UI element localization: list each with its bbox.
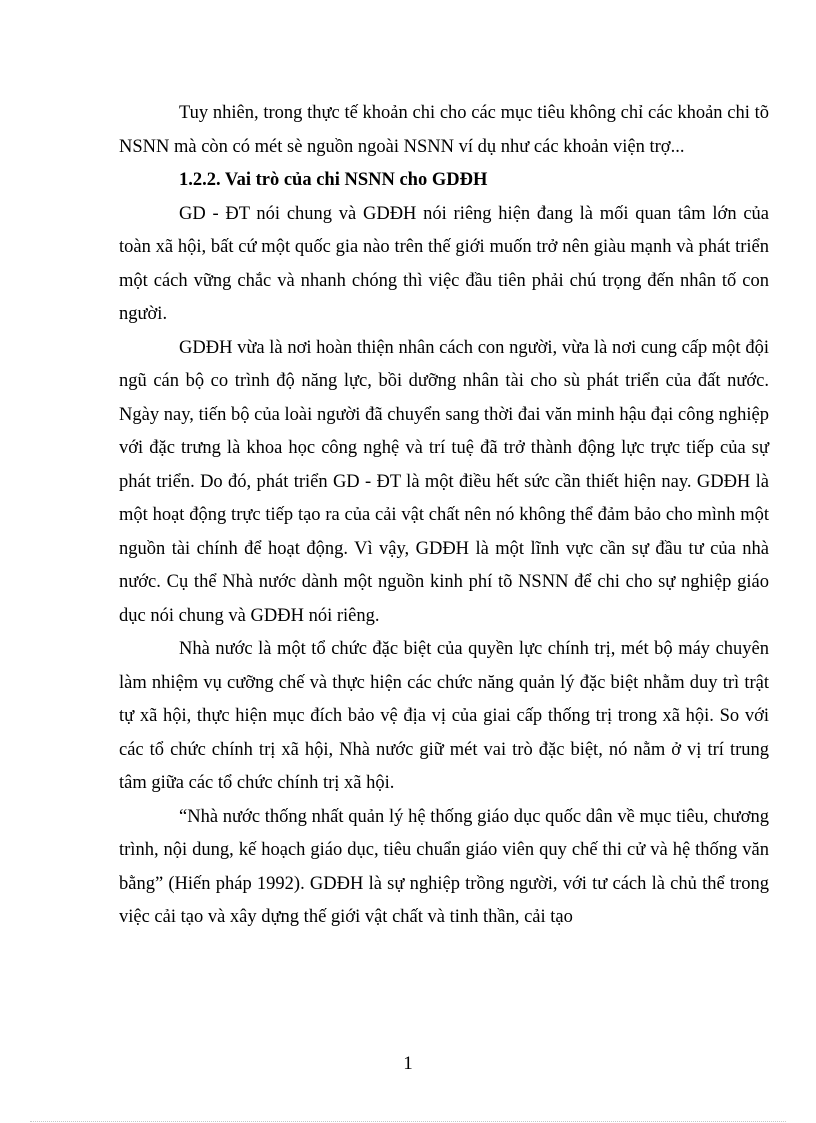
page-bottom-rule: [30, 1121, 786, 1122]
paragraph-education-concern: GD - ĐT nói chung và GDĐH nói riêng hiện đang là mối quan tâm lớn của toàn xã hội, bất cứ một quốc gia nào trên thế giới muốn trở nên giàu mạnh và phát triển một cách vững chắc và nhanh chóng thì việc đầu tiên phải chú trọng đến nhân tố con người.: [119, 203, 769, 324]
page-number: 1: [403, 1053, 413, 1074]
paragraph-state-role: Nhà nước là một tổ chức đặc biệt của quyền lực chính trị, mét bộ máy chuyên làm nhiệm vụ cưỡng chế và thực hiện các chức năng quản lý đặc biệt nhằm duy trì trật tự xã hội, thực hiện mục đích bảo vệ địa vị của giai cấp thống trị trong xã hội. So với các tổ chức chính trị xã hội, Nhà nước giữ mét vai trò đặc biệt, nó nằm ở vị trí trung tâm giữa các tổ chức chính trị xã hội.: [119, 639, 769, 793]
section-heading: 1.2.2. Vai trò của chi NSNN cho GDĐH: [179, 170, 488, 190]
paragraph-budget-sources: Tuy nhiên, trong thực tế khoản chi cho các mục tiêu không chỉ các khoản chi tõ NSNN mà còn có mét sè nguồn ngoài NSNN ví dụ như các khoản viện trợ...: [119, 103, 769, 157]
paragraph-constitution-quote: “Nhà nước thống nhất quản lý hệ thống giáo dục quốc dân về mục tiêu, chương trình, nội dung, kế hoạch giáo dục, tiêu chuẩn giáo viên quy chế thi cử và hệ thống văn bằng” (Hiến pháp 1992). GDĐH là sự nghiệp trồng người, với tư cách là chủ thể trong việc cải tạo và xây dựng thế giới vật chất và tinh thần, cải tạo: [119, 806, 769, 927]
paragraph-higher-education-role: GDĐH vừa là nơi hoàn thiện nhân cách con người, vừa là nơi cung cấp một đội ngũ cán bộ co trình độ năng lực, bồi dưỡng nhân tài cho sù phát triển của đất nước. Ngày nay, tiến bộ của loài người đã chuyển sang thời đai văn minh hậu đại công nghiệp với đặc trưng là khoa học công nghệ và trí tuệ đã trở thành động lực trực tiếp của sự phát triển. Do đó, phát triển GD - ĐT là một điều hết sức cần thiết hiện nay. GDĐH là một hoạt động trực tiếp tạo ra của cải vật chất nên nó không thể đảm bảo cho mình một nguồn tài chính để hoạt động. Vì vậy, GDĐH là một lĩnh vực cần sự đầu tư của nhà nước. Cụ thể Nhà nước dành một nguồn kinh phí tõ NSNN để chi cho sự nghiệp giáo dục nói chung và GDĐH nói riêng.: [119, 337, 769, 626]
page-body: [119, 97, 769, 935]
